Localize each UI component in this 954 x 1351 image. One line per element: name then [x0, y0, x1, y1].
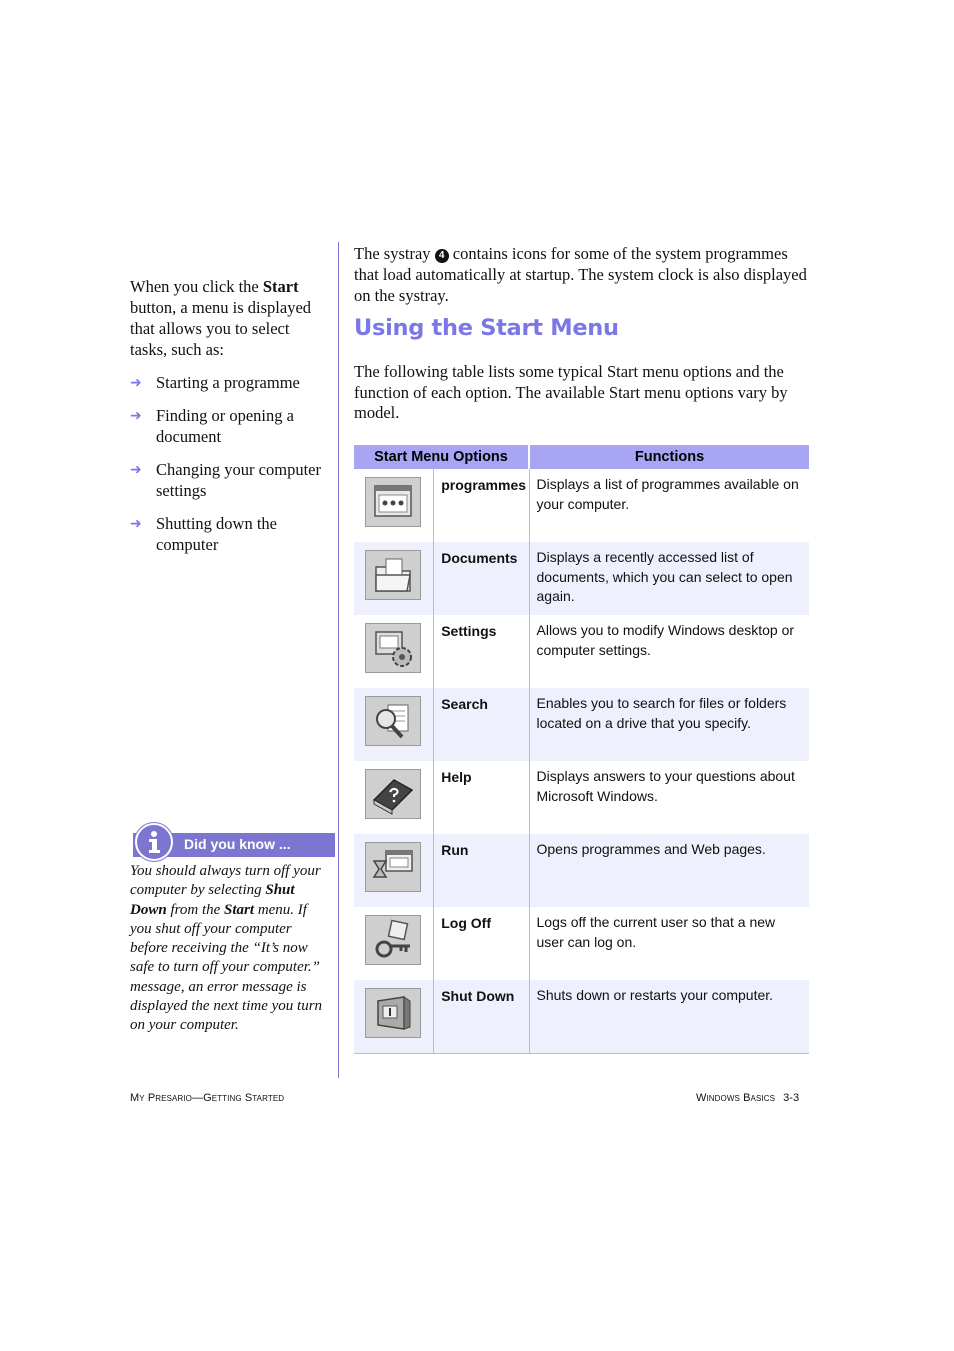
table-header-row: [354, 445, 809, 469]
table-row: [354, 615, 809, 688]
systray-paragraph: The systray 4 contains icons for some of the system programmes that load automatically at startup. The system clock is also displayed on the systray.: [354, 244, 807, 305]
option-function: Enables you to search for files or folders located on a drive that you specify.: [529, 688, 809, 761]
option-function: Allows you to modify Windows desktop or computer settings.: [536, 622, 795, 658]
start-keyword: Start: [262, 277, 299, 296]
did-you-know-text: You should always turn off your computer by selecting Shut Down from the Start menu. If you shut off your computer before receiving the “It’s now safe to turn off your computer.” message, an error message is displayed the next time you turn on your computer.: [130, 863, 323, 1034]
option-name: Log Off: [434, 907, 529, 980]
option-function: Displays a list of programmes available on your computer.: [536, 476, 799, 512]
option-function: Opens programmes and Web pages.: [529, 834, 809, 907]
log-off-key-icon: [365, 915, 421, 965]
option-function: Displays a recently accessed list of documents, which you can select to open again.: [529, 542, 809, 615]
arrow-bullet-icon: ➜: [130, 375, 142, 391]
arrow-bullet-icon: ➜: [130, 516, 142, 532]
option-name: Run: [434, 834, 529, 907]
start-menu-table: [354, 445, 809, 1054]
documents-folder-icon: [365, 550, 421, 600]
shut-down-icon: [365, 988, 421, 1038]
list-item: ➜ Shutting down the computer: [130, 514, 278, 554]
option-name: Documents: [434, 542, 529, 615]
intro-paragraph: When you click the Start button, a menu is displayed that allows you to select tasks, such as:: [130, 277, 312, 359]
search-icon: [365, 696, 421, 746]
option-name: programmes: [434, 469, 529, 542]
footer-book-title: My Presario—Getting Started: [130, 1092, 285, 1104]
run-icon: [365, 842, 421, 892]
option-name: Shut Down: [434, 980, 529, 1054]
list-item: ➜ Starting a programme: [130, 373, 300, 392]
header-start-menu-options: Start Menu Options: [354, 445, 529, 469]
callout-number-badge: 4: [435, 249, 449, 263]
option-name: Settings: [434, 615, 529, 688]
table-row: [354, 761, 809, 834]
option-name: Help: [434, 761, 529, 834]
help-book-icon: [365, 769, 421, 819]
did-you-know-title: Did you know ...: [184, 836, 291, 852]
option-function: Displays answers to your questions about Microsoft Windows.: [536, 768, 795, 804]
table-row: [354, 907, 809, 980]
option-name: Search: [434, 688, 529, 761]
table-row: [354, 688, 809, 761]
table-row: [354, 469, 809, 542]
header-functions: Functions: [529, 445, 809, 469]
footer-chapter: Windows Basics 3-3: [696, 1092, 800, 1104]
table-row: [354, 980, 809, 1054]
column-divider: [338, 242, 339, 1078]
page-number: 3-3: [783, 1092, 800, 1104]
table-row: [354, 834, 809, 907]
table-row: [354, 542, 809, 615]
arrow-bullet-icon: ➜: [130, 462, 142, 478]
list-item: ➜ Finding or opening a document: [130, 406, 294, 446]
table-intro-paragraph: The following table lists some typical Start menu options and the function of each option. The available Start menu options vary by model.: [354, 362, 788, 422]
option-function: Logs off the current user so that a new user can log on.: [536, 914, 776, 950]
info-icon: [135, 823, 173, 861]
task-list: [130, 372, 330, 567]
programs-icon: [365, 477, 421, 527]
list-item: ➜ Changing your computer settings: [130, 460, 321, 500]
settings-icon: [365, 623, 421, 673]
option-function: Shuts down or restarts your computer.: [529, 980, 809, 1054]
arrow-bullet-icon: ➜: [130, 408, 142, 424]
section-heading: Using the Start Menu: [354, 315, 619, 341]
